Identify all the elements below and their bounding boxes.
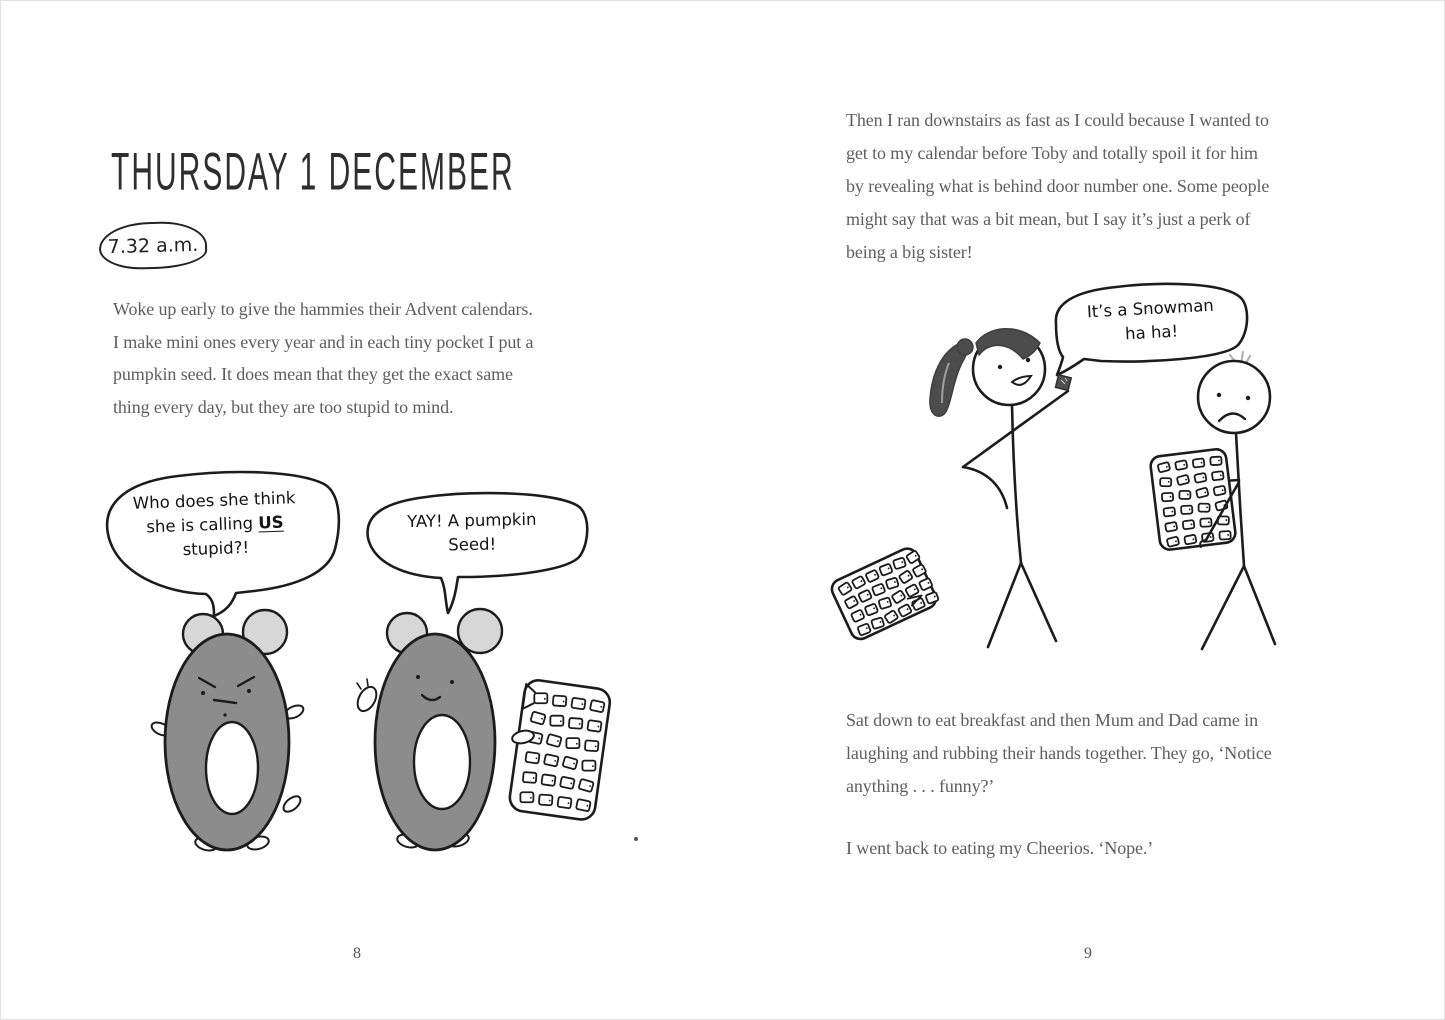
- boy-figure: [1150, 352, 1275, 649]
- right-paragraph-3: I went back to eating my Cheerios. ‘Nope.’: [846, 838, 1154, 858]
- boy-head: [1198, 361, 1270, 433]
- paragraph-line: anything . . . funny?’: [846, 776, 995, 796]
- paragraph-line: Woke up early to give the hammies their Advent calendars.: [113, 299, 533, 319]
- page-number-right: 9: [1084, 945, 1092, 962]
- page-number-left: 8: [353, 945, 361, 962]
- left-paragraph: [113, 293, 533, 423]
- boy-advent-calendar: [1150, 448, 1237, 551]
- paragraph-line: thing every day, but they are too stupid to mind.: [113, 396, 454, 417]
- paragraph-line: laughing and rubbing their hands together. They go, ‘Notice: [846, 743, 1272, 763]
- paragraph-line: pumpkin seed. It does mean that they get the exact same: [113, 364, 513, 384]
- speech-text-snowman: It’s a Snowman ha ha!: [1086, 295, 1215, 344]
- paragraph-line: might say that was a bit mean, but I say it’s just a perk of: [846, 209, 1251, 229]
- girl-figure: [930, 329, 1071, 647]
- hair-bun: [957, 339, 973, 355]
- paragraph-line: being a big sister!: [846, 242, 973, 262]
- paragraph-line: get to my calendar before Toby and totally spoil it for him: [846, 143, 1258, 163]
- paragraph-line: Sat down to eat breakfast and then Mum and Dad came in: [846, 710, 1258, 730]
- floor-advent-calendar: [829, 544, 941, 642]
- speech-text-angry: Who does she think she is calling US stupid?!: [132, 488, 296, 560]
- hamster-belly: [206, 722, 258, 814]
- right-paragraph-2: [846, 704, 1272, 803]
- happy-hamster: [354, 609, 502, 850]
- boy-body: [1236, 433, 1244, 566]
- speech-text-yay: YAY! A pumpkin Seed!: [406, 509, 537, 555]
- paragraph-line: by revealing what is behind door number one. Some people: [846, 176, 1270, 196]
- angry-hamster: [150, 610, 306, 853]
- mini-advent-calendar: [508, 679, 612, 822]
- date-heading: THURSDAY 1 DECEMBER: [111, 144, 515, 202]
- time-label: 7.32 a.m.: [107, 233, 199, 258]
- paragraph-line: Then I ran downstairs as fast as I could because I wanted to: [846, 110, 1269, 130]
- time-bubble: [98, 221, 207, 271]
- paragraph-line: I make mini ones every year and in each tiny pocket I put a: [113, 331, 534, 352]
- hamster-belly: [414, 715, 470, 809]
- right-paragraph-1: [846, 104, 1269, 269]
